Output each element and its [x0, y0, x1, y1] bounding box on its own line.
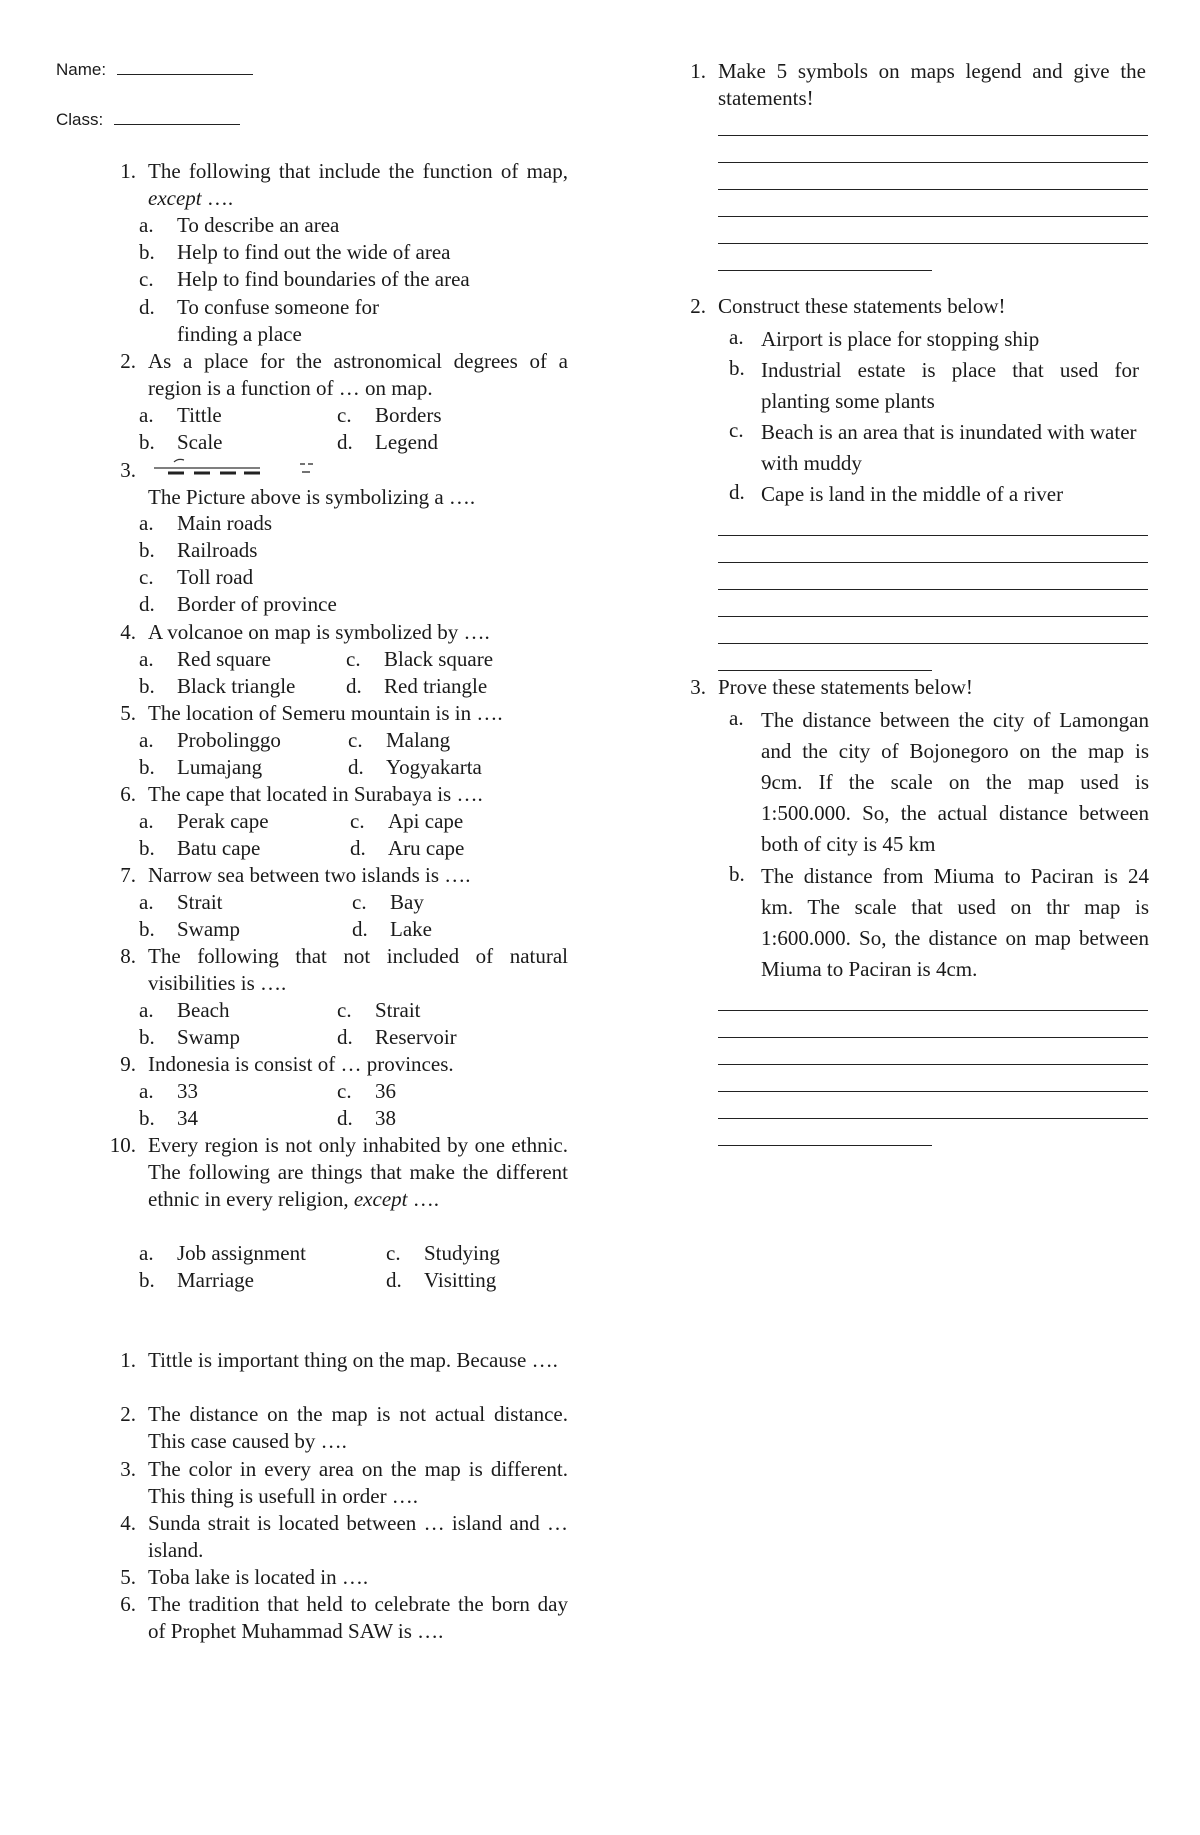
mc-option: b. Batu cape — [139, 836, 261, 860]
mc-option: b. Help to find out the wide of area — [139, 240, 451, 264]
mc-option: c. Toll road — [139, 565, 254, 589]
mc-option: a. Job assignment — [139, 1241, 306, 1265]
class-label: Class: — [56, 110, 104, 129]
class-blank[interactable] — [114, 108, 240, 125]
mc-option: b. Marriage — [139, 1268, 254, 1292]
mc-option: a. Perak cape — [139, 809, 269, 833]
mc-option: a. To describe an area — [139, 213, 340, 237]
answer-line[interactable] — [718, 589, 1148, 590]
essay-item: c. Beach is an area that is inundated with water with muddy — [729, 418, 1137, 475]
mc-option: c. Borders — [337, 403, 442, 427]
name-blank[interactable] — [117, 58, 253, 75]
essay-item: b. Industrial estate is place that used for planting some plants — [729, 356, 1139, 413]
mc-option: a. Red square — [139, 647, 271, 671]
mc-question-text: The following that include the function of map, except …. — [148, 159, 568, 210]
answer-line[interactable] — [718, 1091, 1148, 1092]
mc-option: c. Black square — [346, 647, 494, 671]
mc-option: b. Swamp — [139, 1025, 240, 1049]
answer-line[interactable] — [718, 162, 1148, 163]
mc-option: c. Help to find boundaries of the area — [139, 267, 470, 291]
mc-option: c. Bay — [352, 890, 424, 914]
mc-option: c. Studying — [386, 1241, 500, 1265]
answer-line[interactable] — [718, 189, 1148, 190]
answer-line[interactable] — [718, 1145, 932, 1146]
border-line-symbol-icon — [150, 456, 320, 482]
mc-option: a. Main roads — [139, 511, 273, 535]
mc-option: d. Border of province — [139, 592, 337, 616]
mc-option: b. Lumajang — [139, 755, 263, 779]
essay-item: d. Cape is land in the middle of a river — [729, 480, 1064, 506]
answer-line[interactable] — [718, 1118, 1148, 1119]
mc-option: d. Legend — [337, 430, 438, 454]
mc-option: a. Probolinggo — [139, 728, 281, 752]
worksheet-page: Name: Class: 1. The following that include the function of map, except …. a. To describe an area b. Help to find out the wide of area c. Help to find boundaries of the area d. To confuse someone for finding a place 2. As a place for the astronomical degrees of a region is a function of … on map. a. Tittle c. Borders b. Scale d. Legend 3. The Picture above is symbolizing a …. a. Main roads b. Railroads c. Toll road d. Border of province 4. A volcanoe on map is symbolized by …. a. Red square c. Black square b. Black triangle d. Red triangle 5. The location of Semeru mountain is in …. a. Probolinggo c. Malang b. Lumajang d. Yogyakarta 6. The cape that located in Surabaya is …. a. Perak cape c. Api cape b. Batu cape d. Aru cape 7. Narrow sea between two islands is …. a. Strait c. Bay b. Swamp d. Lake 8. The following that not included of natural visibilities is …. a. Beach c. Strait b. Swamp d. Reservoir 9. Indonesia is consist of … provinces. a. 33 c. 36 b. 34 d. 38 10. Every region is not only inhabited by one ethnic. The following are things that make the different ethnic in every religion, except …. a. Job assignment c. Studying b. Marriage d. Visitting 1. Tittle is important thing on the map. Because …. 2. The distance on the map is not actual distance. This case caused by …. 3. The color in every area on the map is different. This thing is usefull in order …. 4. Sunda strait is located between … island and … island. 5. Toba lake is located in …. 6. The tradition that held to celebrate the born day of Prophet Muhammad SAW is …. 1. Make 5 symbols on maps legend and give the statements! 2. Construct these statements below! a. Airport is place for stopping ship b. Industrial estate is place that used for planting some plants c. Beach is an area that is inundated with water with muddy d. Cape is land in the middle of a river 3. Prove these statements below! a. The distance between the city of Lamongan and the city of Bojonegoro on the map is 9cm. If the scale on the map used is 1:500.000. So, the actual distance between both of city is 45 km b. The distance from Miuma to Paciran is 24 km. The scale that used on thr map is 1:600.000. So, the distance on map between Miuma to Paciran is 4cm. — [56, 59, 1149, 1643]
class-field-row — [56, 108, 240, 130]
answer-line[interactable] — [718, 535, 1148, 536]
answer-line[interactable] — [718, 1064, 1148, 1065]
mc-question-text: Every region is not only inhabited by one ethnic. The following are things that make the different ethnic in every religion, except …. — [148, 1133, 568, 1211]
answer-line[interactable] — [718, 270, 932, 271]
mc-option: c. 36 — [337, 1079, 396, 1103]
mc-option: b. Swamp — [139, 917, 240, 941]
answer-line[interactable] — [718, 1037, 1148, 1038]
mc-option: d. Yogyakarta — [348, 755, 482, 779]
mc-option: d. Reservoir — [337, 1025, 457, 1049]
mc-option: c. Malang — [348, 728, 451, 752]
answer-line[interactable] — [718, 562, 1148, 563]
answer-line[interactable] — [718, 1010, 1148, 1011]
name-field-row — [56, 58, 253, 80]
mc-option: d. Red triangle — [346, 674, 488, 698]
name-label: Name: — [56, 60, 107, 79]
essay-item: a. The distance between the city of Lamongan and the city of Bojonegoro on the map is 9cm. If the scale on the map used is 1:500.000. So, the actual distance between both of city is 45 km — [729, 706, 1149, 856]
mc-option: d. Lake — [352, 917, 432, 941]
mc-option: a. Tittle — [139, 403, 222, 427]
answer-line[interactable] — [718, 243, 1148, 244]
mc-option: a. 33 — [139, 1079, 198, 1103]
answer-line[interactable] — [718, 216, 1148, 217]
mc-option: c. Strait — [337, 998, 421, 1022]
mc-option: a. Beach — [139, 998, 230, 1022]
mc-option: b. Railroads — [139, 538, 258, 562]
mc-option: d. To confuse someone for finding a place — [139, 295, 380, 346]
mc-option: b. Black triangle — [139, 674, 296, 698]
mc-option: b. 34 — [139, 1106, 198, 1130]
mc-option: d. 38 — [337, 1106, 396, 1130]
mc-option: b. Scale — [139, 430, 223, 454]
mc-option: c. Api cape — [350, 809, 464, 833]
answer-line[interactable] — [718, 643, 1148, 644]
essay-item: b. The distance from Miuma to Paciran is 24 km. The scale that used on thr map is 1:600.000. So, the distance on map between Miuma to Paciran is 4cm. — [729, 862, 1149, 981]
answer-line[interactable] — [718, 616, 1148, 617]
answer-line[interactable] — [718, 670, 932, 671]
mc-option: a. Strait — [139, 890, 223, 914]
answer-line[interactable] — [718, 135, 1148, 136]
essay-item: a. Airport is place for stopping ship — [729, 325, 1040, 351]
mc-option: d. Visitting — [386, 1268, 497, 1292]
mc-option: d. Aru cape — [350, 836, 465, 860]
